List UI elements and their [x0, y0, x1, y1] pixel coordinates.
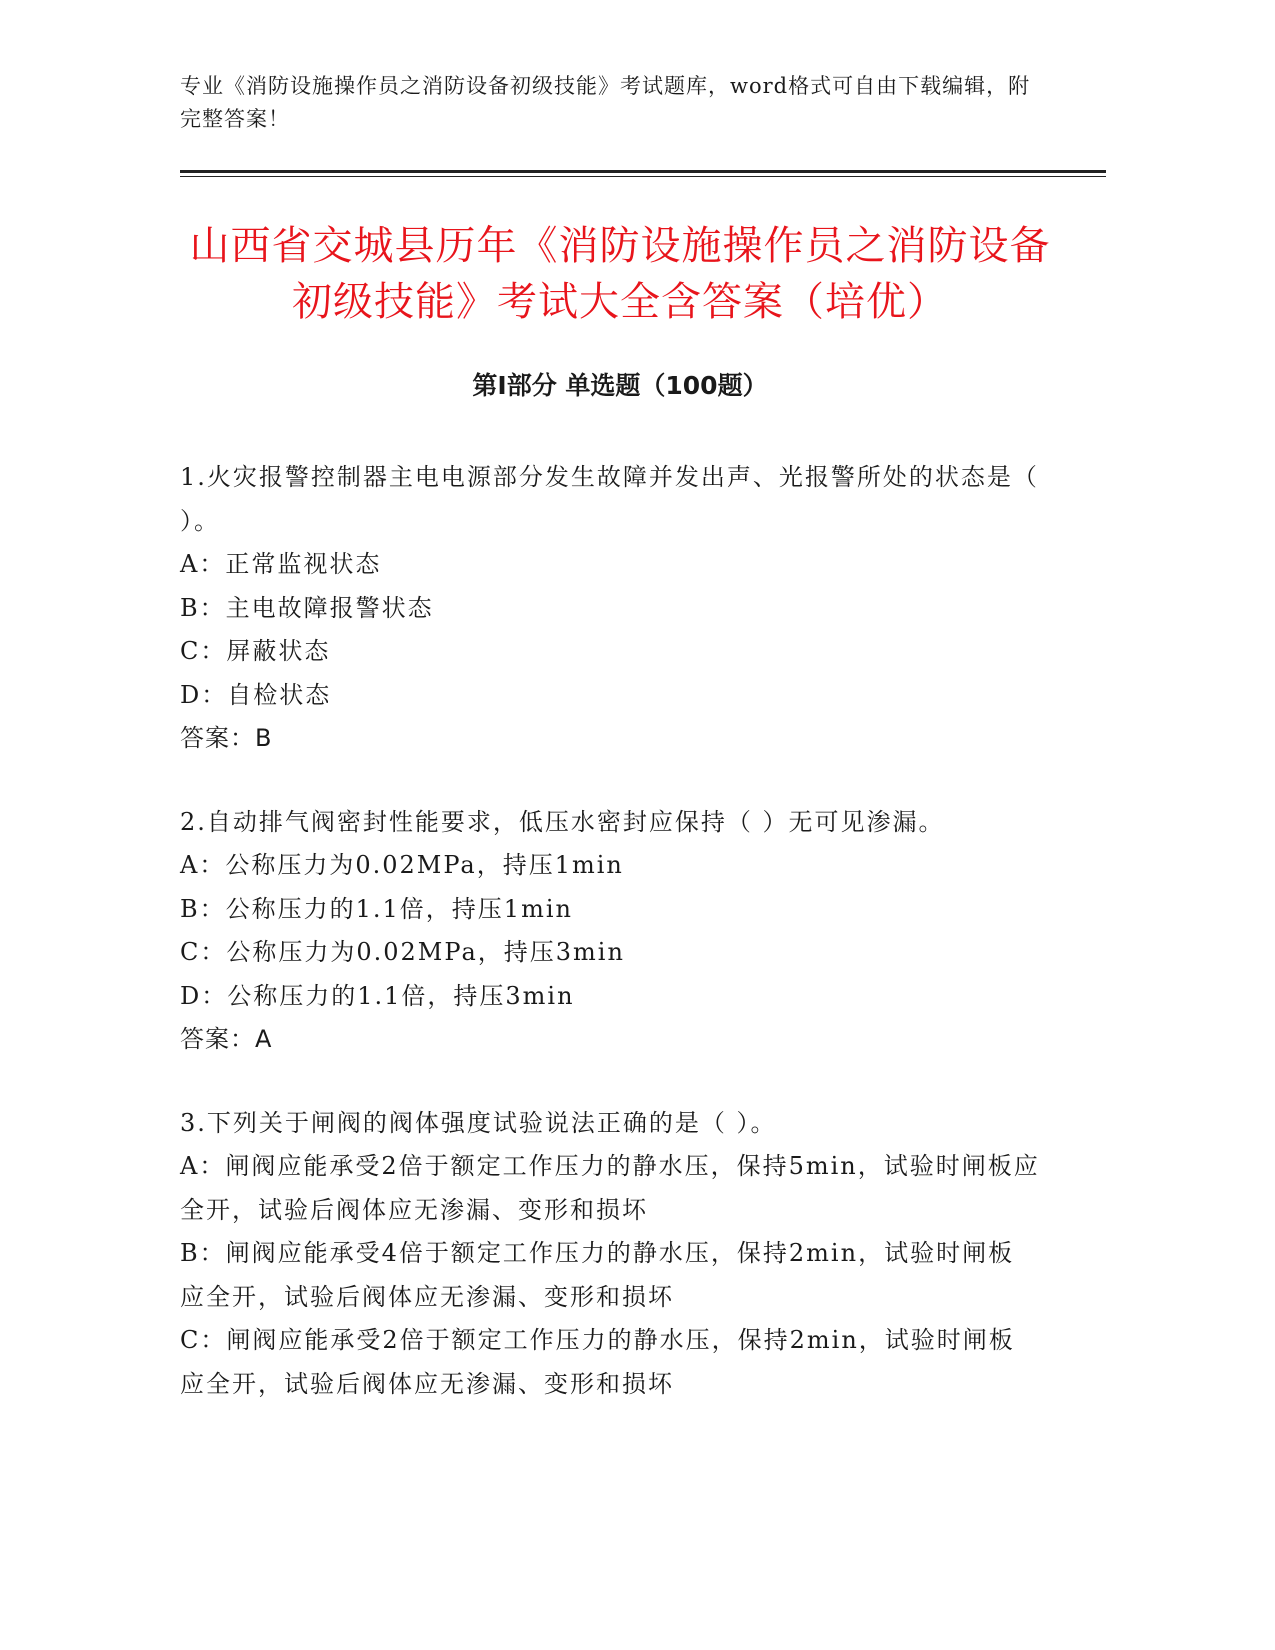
answer-label: 答案：A — [180, 1025, 273, 1053]
option-b: B：闸阀应能承受4倍于额定工作压力的静水压，保持2min，试验时闸板应全开，试验后阀体应无渗漏、变形和损坏 — [180, 1239, 1015, 1311]
option-a: A：闸阀应能承受2倍于额定工作压力的静水压，保持5min，试验时闸板应全开，试验后阀体应无渗漏、变形和损坏 — [180, 1152, 1040, 1224]
question-stem: 2.自动排气阀密封性能要求，低压水密封应保持（ ）无可见渗漏。 — [180, 807, 945, 836]
option-c: C：闸阀应能承受2倍于额定工作压力的静水压，保持2min，试验时闸板应全开，试验后阀体应无渗漏、变形和损坏 — [180, 1326, 1015, 1398]
header-rule-thick — [180, 170, 1106, 173]
question-list — [180, 456, 1040, 1446]
option-c: C：屏蔽状态 — [180, 637, 331, 665]
answer-label: 答案：B — [180, 724, 273, 752]
question-stem: 3.下列关于闸阀的阀体强度试验说法正确的是（ ）。 — [180, 1108, 777, 1137]
option-d: D：公称压力的1.1倍，持压3min — [180, 981, 575, 1010]
option-b: B：主电故障报警状态 — [180, 593, 434, 622]
question-2 — [180, 801, 1040, 1062]
option-a: A：正常监视状态 — [180, 550, 382, 578]
question-stem: 1.火灾报警控制器主电电源部分发生故障并发出声、光报警所处的状态是（ ）。 — [180, 463, 1039, 535]
option-d: D：自检状态 — [180, 680, 332, 709]
option-c: C：公称压力为0.02MPa，持压3min — [180, 938, 625, 966]
document-title: 山西省交城县历年《消防设施操作员之消防设备初级技能》考试大全含答案（培优） — [189, 223, 1051, 325]
question-1 — [180, 456, 1040, 761]
header-rule-thin — [180, 176, 1106, 177]
option-b: B：公称压力的1.1倍，持压1min — [180, 894, 573, 923]
section-title: 第Ⅰ部分 单选题（100题） — [472, 371, 768, 400]
header-note: 专业《消防设施操作员之消防设备初级技能》考试题库，word格式可自由下载编辑，附完整答案！ — [180, 74, 1031, 131]
question-3 — [180, 1102, 1040, 1407]
option-a: A：公称压力为0.02MPa，持压1min — [180, 851, 624, 879]
